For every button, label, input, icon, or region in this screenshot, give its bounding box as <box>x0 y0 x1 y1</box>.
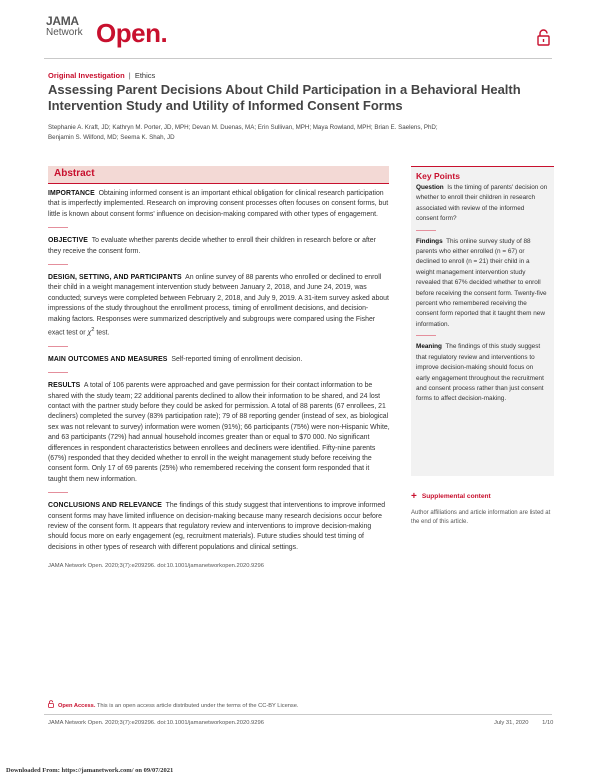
author-list <box>48 123 558 143</box>
abstract-outcomes <box>48 355 390 365</box>
results-text: A total of 106 parents were approached and gave permission for their contact information to be shared with the study team; 22 additional parents declined to allow their information to be shared, and 24 lost contact with the partner study before they could be asked for permission. A total of 88 parents (67 enrollees, 21 decliners) completed the survey (83% participation rate); 79 of 88 reporting gender (instead of sex, as biological sex was not relevant to survey) information were women (91%); 66 participants (75%) were non-Hispanic White, and 63 participants (72%) had annual household incomes greater than or equal to $70 000. No significant differences in respondent characteristics between enrollees and decliners were identified. Fifty-nine parents (67%) responded that they decided whether to enroll in the weight management study before receiving the consent form. Only 17 of 69 parents (25%) who remembered receiving the consent form responded that it taught them new information. <box>48 382 390 483</box>
design-label: DESIGN, SETTING, AND PARTICIPANTS <box>48 274 182 282</box>
importance-text: Obtaining informed consent is an important ethical obligation for clinical research participation that is imperfectly implemented. Research on improving consent processes often focuses on consent forms, but little is known about consent forms' influence on decision-making compared with other types of engagement. <box>48 190 389 218</box>
key-points-findings <box>416 237 548 331</box>
key-points-heading: Key Points <box>416 171 460 181</box>
supplemental-content-link[interactable] <box>411 491 491 502</box>
conclusions-text: The findings of this study suggest that interventions to improve informed consent forms may have limited influence on decision-making because many research decisions occur before review of the consent form. It appears that regulatory review and interventions to improve decision-making should focus more on early engagement (eg, recruitment materials). Future studies should test timing of decisions in other types of research with different populations and clinical settings. <box>48 502 386 551</box>
abstract-importance <box>48 189 390 220</box>
footer-right <box>494 720 553 726</box>
plus-icon: + <box>411 491 417 502</box>
author-line: Stephanie A. Kraft, JD; Kathryn M. Porter, JD, MPH; Devan M. Duenas, MA; Erin Sullivan, MPH; Maya Rowland, MPH; Brian E. Saelens, PhD; <box>48 124 438 131</box>
objective-text: To evaluate whether parents decide whether to enroll their children in research before or after they receive the consent form. <box>48 237 376 255</box>
category-separator: | <box>128 71 131 80</box>
abstract-results <box>48 381 390 485</box>
footer-divider <box>44 714 552 715</box>
lock-icon <box>537 29 550 46</box>
supplemental-label: Supplemental content <box>421 493 491 500</box>
abstract-heading: Abstract <box>54 168 95 179</box>
chi-exponent: 2 <box>91 327 95 334</box>
findings-text: This online survey study of 88 parents who either enrolled (n = 67) or declined to enroll (n = 21) their child in a weight management intervention study revealed that 67% decided whether to enroll before receiving the consent form. Twenty-five percent who remembered receiving the consent form reported that it taught them new information. <box>416 237 547 328</box>
article-category <box>48 71 155 80</box>
key-points-divider <box>416 230 436 231</box>
abstract-header-rule <box>48 183 389 184</box>
logo-network-text: Network <box>46 27 83 38</box>
article-title: Assessing Parent Decisions About Child Participation in a Behavioral Health Intervention Study and Utility of Informed Consent Forms <box>48 82 521 113</box>
open-access-text: This is an open access article distributed under the terms of the CC-BY License. <box>96 703 299 709</box>
author-line: Benjamin S. Wilfond, MD; Seema K. Shah, JD <box>48 134 175 141</box>
key-points-meaning <box>416 342 548 404</box>
outcomes-text: Self-reported timing of enrollment decision. <box>171 355 303 363</box>
abstract-design <box>48 273 390 339</box>
question-text: Is the timing of parents' decision on whether to enroll their children in research associated with review of the informed consent form? <box>416 184 548 223</box>
abstract-conclusions <box>48 501 390 553</box>
key-points-divider <box>416 335 436 336</box>
header-divider <box>44 58 552 59</box>
page-number: 1/10 <box>542 720 554 726</box>
meaning-label: Meaning <box>416 343 442 351</box>
category-primary[interactable]: Original Investigation <box>48 71 125 80</box>
logo-open-dot: . <box>160 18 168 48</box>
section-divider <box>48 372 68 373</box>
open-access-notice <box>48 700 299 709</box>
article-citation: JAMA Network Open. 2020;3(7):e209296. doi:10.1001/jamanetworkopen.2020.9296 <box>48 563 264 569</box>
key-points-box <box>411 167 554 476</box>
footer-date: July 31, 2020 <box>494 720 529 726</box>
abstract-header <box>48 166 389 183</box>
category-secondary[interactable]: Ethics <box>134 71 156 80</box>
jama-network-open-logo[interactable] <box>46 14 168 48</box>
findings-label: Findings <box>416 237 443 245</box>
affiliations-note: Author affiliations and article information are listed at the end of this article. <box>411 510 551 526</box>
footer-citation: JAMA Network Open. 2020;3(7):e209296. doi:10.1001/jamanetworkopen.2020.9296 <box>48 720 264 726</box>
logo-open-word: Open <box>96 18 161 48</box>
abstract-objective <box>48 236 390 257</box>
key-points-question <box>416 183 548 225</box>
chi-symbol: χ <box>87 329 92 337</box>
logo-open-text <box>96 20 167 46</box>
section-divider <box>48 492 68 493</box>
question-label: Question <box>416 184 444 191</box>
design-text-end: test. <box>94 329 110 337</box>
abstract-body <box>48 189 390 553</box>
conclusions-label: CONCLUSIONS AND RELEVANCE <box>48 502 162 510</box>
section-divider <box>48 346 68 347</box>
importance-label: IMPORTANCE <box>48 190 95 197</box>
results-label: RESULTS <box>48 382 81 390</box>
download-stamp: Downloaded From: https://jamanetwork.com/ on 09/07/2021 <box>6 767 174 774</box>
open-access-label[interactable]: Open Access. <box>58 703 96 709</box>
objective-label: OBJECTIVE <box>48 237 88 245</box>
design-text: An online survey of 88 parents who enrolled or declined to enroll their child in a weight management intervention study between January 2, 2018, and June 24, 2019, was conducted; surveys were completed between February 2, 2018, and July 9, 2019. A 31-item survey asked about impressions of the study throughout the enrollment process, timing of enrollment decisions, and decision-making factors. Responses were summarized descriptively and subgroups were compared using the Fisher exact test or <box>48 274 389 337</box>
outcomes-label: MAIN OUTCOMES AND MEASURES <box>48 355 168 363</box>
meaning-text: The findings of this study suggest that regulatory review and interventions to improve decision-making should focus on early engagement throughout the recruitment and consent process rather than just consent forms to affect decision-making. <box>416 343 544 403</box>
open-access-icon <box>48 700 54 708</box>
section-divider <box>48 227 68 228</box>
section-divider <box>48 264 68 265</box>
logo-jama-text: JAMA <box>46 14 79 28</box>
